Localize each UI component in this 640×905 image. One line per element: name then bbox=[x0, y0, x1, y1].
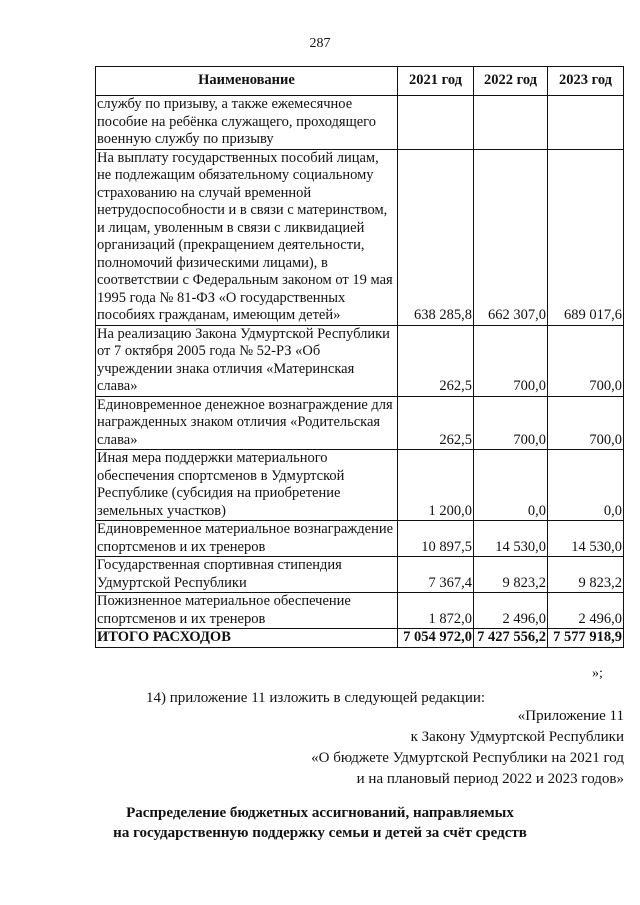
row-2023: 9 823,2 bbox=[548, 557, 624, 593]
row-2022: 14 530,0 bbox=[474, 521, 548, 557]
total-2022: 7 427 556,2 bbox=[474, 629, 548, 648]
row-2021: 262,5 bbox=[398, 396, 474, 450]
table-header-row bbox=[96, 67, 624, 96]
row-2023: 14 530,0 bbox=[548, 521, 624, 557]
appendix-line: «Приложение 11 bbox=[517, 708, 624, 724]
table-row bbox=[96, 450, 624, 521]
row-2021: 1 200,0 bbox=[398, 450, 474, 521]
header-2022: 2022 год bbox=[474, 67, 548, 96]
row-name: Пожизненное материальное обеспечение спортсменов и их тренеров bbox=[96, 593, 398, 629]
budget-table bbox=[95, 66, 624, 648]
total-row bbox=[96, 629, 624, 648]
row-2022: 700,0 bbox=[474, 396, 548, 450]
row-2021 bbox=[398, 96, 474, 150]
row-2022: 2 496,0 bbox=[474, 593, 548, 629]
table-row bbox=[96, 593, 624, 629]
row-name: Иная мера поддержки материального обеспечения спортсменов в Удмуртской Республике (субсидия на приобретение земельных участков) bbox=[96, 450, 398, 521]
row-name: Государственная спортивная стипендия Удмуртской Республики bbox=[96, 557, 398, 593]
header-name: Наименование bbox=[96, 67, 398, 96]
total-label: ИТОГО РАСХОДОВ bbox=[96, 629, 398, 648]
row-2021: 7 367,4 bbox=[398, 557, 474, 593]
title-line: на государственную поддержку семьи и детей за счёт средств bbox=[113, 825, 527, 841]
quote-close: »; bbox=[592, 666, 603, 681]
row-2023 bbox=[548, 96, 624, 150]
header-2021: 2021 год bbox=[398, 67, 474, 96]
row-2023: 689 017,6 bbox=[548, 149, 624, 325]
document-title bbox=[0, 803, 640, 843]
total-2021: 7 054 972,0 bbox=[398, 629, 474, 648]
row-2023: 700,0 bbox=[548, 396, 624, 450]
row-2021: 10 897,5 bbox=[398, 521, 474, 557]
row-2022: 662 307,0 bbox=[474, 149, 548, 325]
table-row bbox=[96, 149, 624, 325]
amendment-instruction: 14) приложение 11 изложить в следующей редакции: bbox=[146, 690, 486, 706]
row-name: На выплату государственных пособий лицам, не подлежащим обязательному социальному страхованию на случай временной нетрудоспособности и в связи с материнством, и лицам, уволенным в связи с ликвидацией организаций (прекращением деятельности, полномочий физическими лицами), в соответствии с Федеральным законом от 19 мая 1995 года № 81-ФЗ «О государственных пособиях гражданам, имеющим детей» bbox=[96, 149, 398, 325]
total-2023: 7 577 918,9 bbox=[548, 629, 624, 648]
table-row bbox=[96, 96, 624, 150]
row-2022 bbox=[474, 96, 548, 150]
appendix-line: «О бюджете Удмуртской Республики на 2021 год bbox=[311, 750, 624, 766]
row-name: Единовременное денежное вознаграждение для награжденных знаком отличия «Родительская слава» bbox=[96, 396, 398, 450]
table-row bbox=[96, 521, 624, 557]
table-row bbox=[96, 557, 624, 593]
header-2023: 2023 год bbox=[548, 67, 624, 96]
row-2021: 262,5 bbox=[398, 325, 474, 396]
table-row bbox=[96, 325, 624, 396]
row-2022: 0,0 bbox=[474, 450, 548, 521]
row-2021: 638 285,8 bbox=[398, 149, 474, 325]
appendix-line: к Закону Удмуртской Республики bbox=[410, 729, 624, 745]
row-2022: 700,0 bbox=[474, 325, 548, 396]
row-2021: 1 872,0 bbox=[398, 593, 474, 629]
table-row bbox=[96, 396, 624, 450]
row-2023: 700,0 bbox=[548, 325, 624, 396]
row-name: службу по призыву, а также ежемесячное пособие на ребёнка служащего, проходящего военную службу по призыву bbox=[96, 96, 398, 150]
row-name: На реализацию Закона Удмуртской Республики от 7 октября 2005 года № 52-РЗ «Об учреждении знака отличия «Материнская слава» bbox=[96, 325, 398, 396]
title-line: Распределение бюджетных ассигнований, направляемых bbox=[126, 805, 514, 821]
row-2023: 2 496,0 bbox=[548, 593, 624, 629]
appendix-header bbox=[311, 706, 624, 790]
row-2023: 0,0 bbox=[548, 450, 624, 521]
appendix-line: и на плановый период 2022 и 2023 годов» bbox=[356, 771, 624, 787]
page-number: 287 bbox=[309, 36, 331, 51]
row-2022: 9 823,2 bbox=[474, 557, 548, 593]
row-name: Единовременное материальное вознаграждение спортсменов и их тренеров bbox=[96, 521, 398, 557]
